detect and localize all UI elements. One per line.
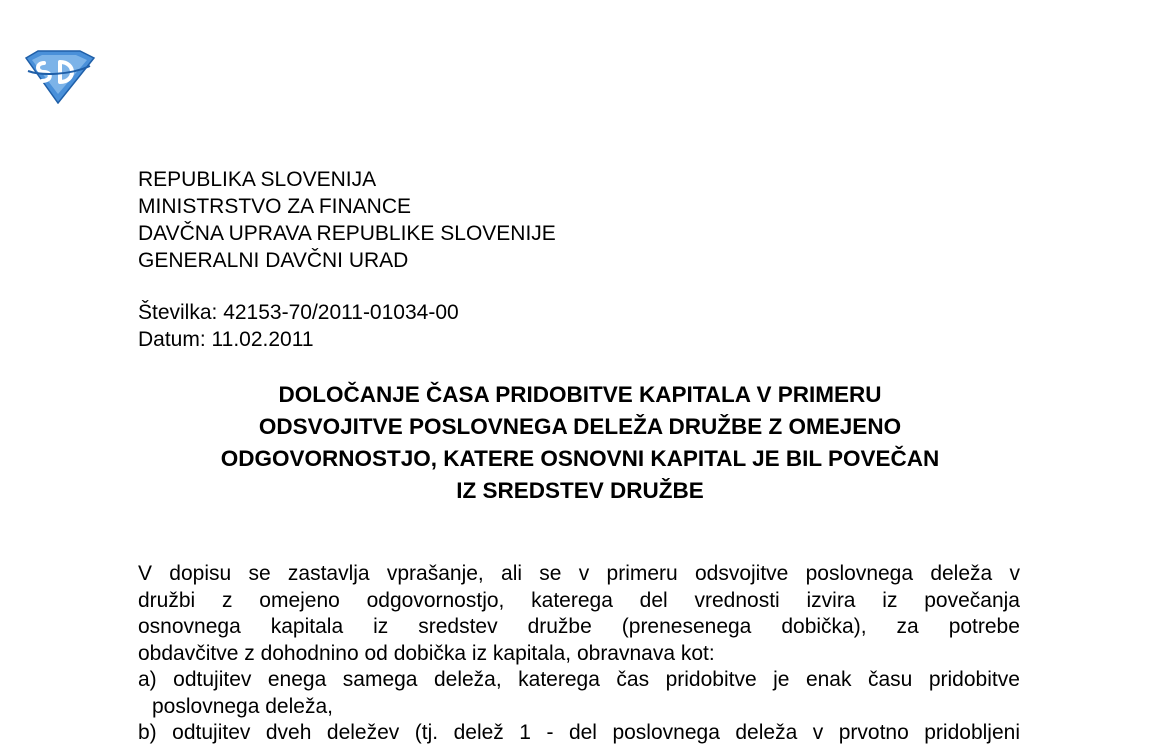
body-word: enega — [267, 668, 327, 691]
body-word: z — [221, 588, 233, 612]
body-word: dobička), — [781, 615, 867, 638]
body-word: katerega — [518, 668, 600, 691]
body-word: pridobitve — [665, 668, 757, 691]
document-title — [120, 379, 1040, 507]
body-word: enak — [805, 668, 852, 691]
body-word: deleža, — [433, 668, 502, 691]
body-word: - — [546, 721, 554, 744]
title-line: IZ SREDSTEV DRUŽBE — [456, 478, 704, 503]
letterhead-line-ministry: MINISTRSTVO ZA FINANCE — [138, 195, 412, 218]
body-word: se — [248, 562, 271, 585]
body-word: odtujitev — [172, 721, 251, 744]
body-word: ali — [501, 562, 523, 585]
document-number: Številka: 42153-70/2011-01034-00 — [138, 301, 459, 324]
body-word: za — [896, 615, 919, 638]
body-word: V — [138, 562, 153, 585]
body-line — [138, 588, 1020, 615]
body-word: v — [578, 562, 590, 585]
title-line: ODSVOJITVE POSLOVNEGA DELEŽA DRUŽBE Z OMEJENO — [258, 414, 902, 439]
body-word: (tj. — [414, 721, 439, 744]
title-line: ODGOVORNOSTJO, KATERE OSNOVNI KAPITAL JE BIL POVEČAN — [220, 446, 940, 471]
body-word: del — [568, 721, 597, 744]
body-word: b) — [138, 721, 157, 744]
body-word: deleža — [735, 721, 798, 744]
body-word: vprašanje, — [386, 562, 484, 585]
body-line — [138, 614, 1020, 641]
body-word: dveh — [265, 721, 312, 744]
body-word: katerega — [531, 588, 613, 612]
list-item-a — [138, 667, 1020, 694]
body-word: omejeno — [259, 588, 340, 612]
body-word: dopisu — [169, 562, 232, 585]
body-word: iz — [882, 588, 898, 612]
body-word: osnovnega — [138, 615, 241, 638]
body-word: sredstev — [418, 615, 498, 638]
document-body — [138, 561, 1020, 747]
body-word: v — [812, 721, 824, 744]
body-word: odtujitev — [173, 668, 252, 691]
title-line: DOLOČANJE ČASA PRIDOBITVE KAPITALA V PRIMERU — [278, 382, 882, 407]
body-word: delež — [453, 721, 504, 744]
body-word: je — [773, 668, 790, 691]
document-date: Datum: 11.02.2011 — [138, 328, 314, 351]
body-word: kapitala — [270, 615, 344, 638]
body-word: primeru — [606, 562, 678, 585]
body-word: izvira — [806, 588, 856, 612]
body-word: čas — [616, 668, 650, 691]
body-word: poslovnega — [612, 721, 720, 744]
body-word: odsvojitve — [694, 562, 789, 585]
letterhead — [138, 166, 556, 274]
letterhead-line-office: GENERALNI DAVČNI URAD — [138, 249, 409, 272]
body-word: zastavlja — [287, 562, 370, 585]
body-word: 1 — [519, 721, 531, 744]
list-item-a-continued: poslovnega deleža, — [152, 694, 333, 718]
letterhead-line-republic: REPUBLIKA SLOVENIJA — [138, 168, 377, 191]
document-meta — [138, 299, 459, 353]
body-word: vrednosti — [694, 588, 780, 612]
body-word: času — [867, 668, 913, 691]
body-word: družbe — [527, 615, 592, 638]
body-word: deleža — [930, 562, 993, 585]
body-line — [138, 561, 1020, 588]
body-line: obdavčitve z dohodnino od dobička iz kapitala, obravnava kot: — [138, 641, 715, 665]
body-word: pridobljeni — [924, 721, 1020, 744]
body-word: (prenesenega — [621, 615, 752, 638]
body-word: poslovnega — [805, 562, 914, 585]
body-word: prvotno — [838, 721, 909, 744]
body-word: povečanja — [924, 588, 1020, 612]
body-word: potrebe — [948, 615, 1020, 638]
body-word: se — [539, 562, 562, 585]
body-word: a) — [138, 668, 157, 691]
tax-administration-logo — [22, 50, 96, 104]
body-word: del — [639, 588, 668, 612]
body-word: odgovornostjo, — [366, 588, 505, 612]
body-word: pridobitve — [928, 668, 1020, 691]
body-word: iz — [373, 615, 389, 638]
body-word: družbi — [138, 588, 196, 612]
body-word: v — [1009, 562, 1020, 585]
letterhead-line-tax-administration: DAVČNA UPRAVA REPUBLIKE SLOVENIJE — [138, 222, 556, 245]
body-word: samega — [342, 668, 418, 691]
body-word: deležev — [326, 721, 400, 744]
